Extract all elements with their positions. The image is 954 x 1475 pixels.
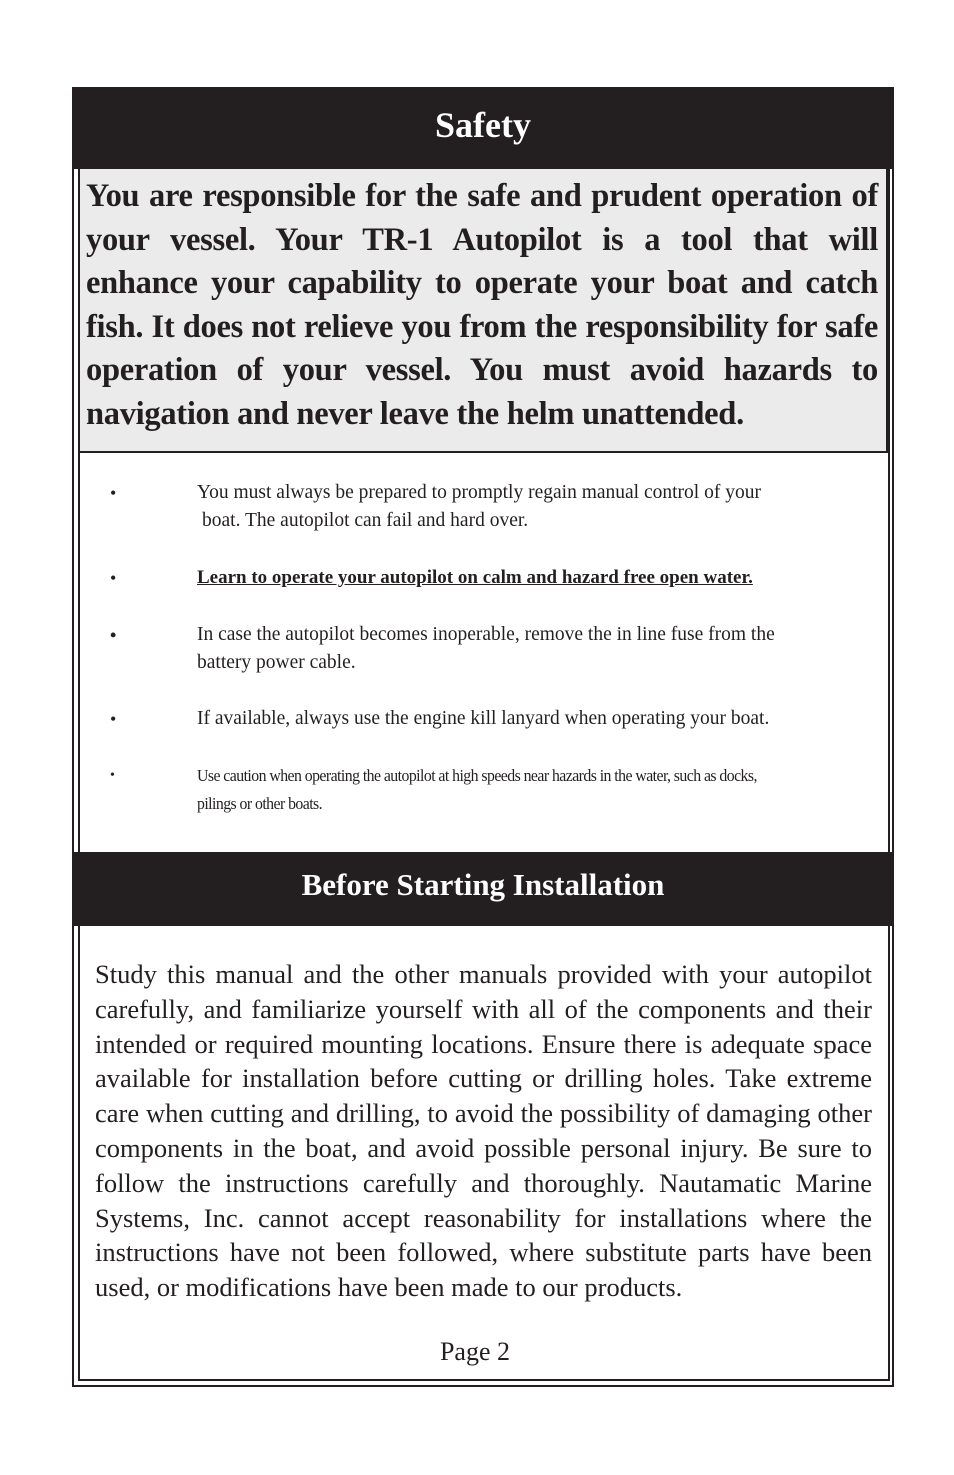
bullet-text-line: If available, always use the engine kill lanyard when operating your boat.	[197, 708, 770, 729]
safety-heading: Safety	[74, 89, 892, 169]
bullet-mark: •	[110, 768, 115, 783]
bullet-mark: •	[110, 483, 117, 503]
bullet-text-line: boat. The autopilot can fail and hard over.	[202, 510, 529, 531]
before-installation-body: Study this manual and the other manuals provided with your autopilot carefully, and familiarize yourself with all of the components and their intended or required mounting locations. Ensure there is adequate space available for installation before cutting or drilling holes. Take extreme care when cutting and drilling, to avoid the possibility of damaging other components in the boat, and avoid possible personal injury. Be sure to follow the instructions carefully and thoroughly. Nautamatic Marine Systems, Inc. cannot accept reasonability for installations where the instructions have not been followed, where substitute parts have been used, or modifications have been made to our products.	[95, 959, 872, 1303]
page-frame	[72, 87, 894, 1387]
safety-warning-text: You are responsible for the safe and prudent operation of your vessel. Your TR-1 Autopilot is a tool that will enhance your capability to operate your boat and catch fish. It does not relieve you from the responsibility for safe operation of your vessel. You must avoid hazards to navigation and never leave the helm unattended.	[86, 178, 878, 432]
bullet-text-emphasized: Learn to operate your autopilot on calm and hazard free open water.	[197, 567, 753, 588]
safety-warning-box	[78, 169, 888, 453]
page-number: Page 2	[439, 1337, 511, 1366]
bullet-mark: •	[110, 625, 117, 645]
bullet-text-line: battery power cable.	[197, 652, 356, 673]
before-installation-heading: Before Starting Installation	[74, 852, 892, 926]
bullet-text-line: In case the autopilot becomes inoperable, remove the in line fuse from the	[197, 624, 775, 645]
bullet-mark: •	[110, 568, 117, 588]
bullet-text-line: pilings or other boats.	[197, 794, 323, 813]
bullet-text-line: You must always be prepared to promptly regain manual control of your	[197, 482, 761, 503]
bullet-mark: •	[110, 709, 117, 729]
bullet-text-line: Use caution when operating the autopilot at high speeds near hazards in the water, such as docks,	[197, 766, 757, 785]
